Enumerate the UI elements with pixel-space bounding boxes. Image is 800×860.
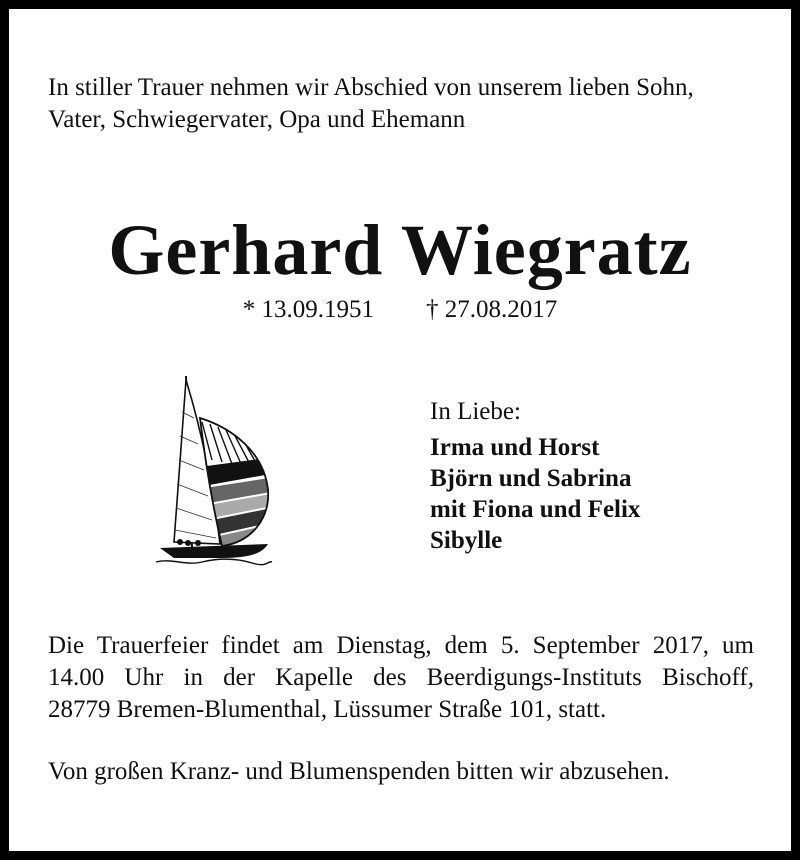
death-date: † 27.08.2017 [426, 296, 558, 323]
funeral-line: 14.00 Uhr in der Kapelle des Beerdigungs-Instituts Bischoff, [48, 664, 754, 691]
mourner-name: Irma und Horst [430, 434, 600, 461]
mourner-name: Björn und Sabrina [430, 465, 632, 492]
mourners-block [430, 396, 640, 556]
mourners-label: In Liebe: [430, 398, 521, 425]
deceased-name: Gerhard Wiegratz [108, 210, 692, 290]
intro-line: In stiller Trauer nehmen wir Abschied von unserem lieben Sohn, [48, 74, 694, 101]
birth-date: * 13.09.1951 [242, 296, 374, 323]
sailboat-icon [152, 372, 276, 568]
mourner-name: mit Fiona und Felix [430, 496, 641, 523]
funeral-info [48, 630, 754, 726]
life-dates [0, 294, 800, 326]
mourner-name: Sibylle [430, 527, 503, 554]
funeral-line: 28779 Bremen-Blumenthal, Lüssumer Straße 101, statt. [48, 696, 607, 723]
intro-line: Vater, Schwiegervater, Opa und Ehemann [48, 106, 466, 133]
intro-text [48, 72, 758, 136]
funeral-line: Die Trauerfeier findet am Dienstag, dem 5. September 2017, um [48, 632, 754, 659]
flower-note: Von großen Kranz- und Blumenspenden bitten wir abzusehen. [48, 758, 670, 785]
